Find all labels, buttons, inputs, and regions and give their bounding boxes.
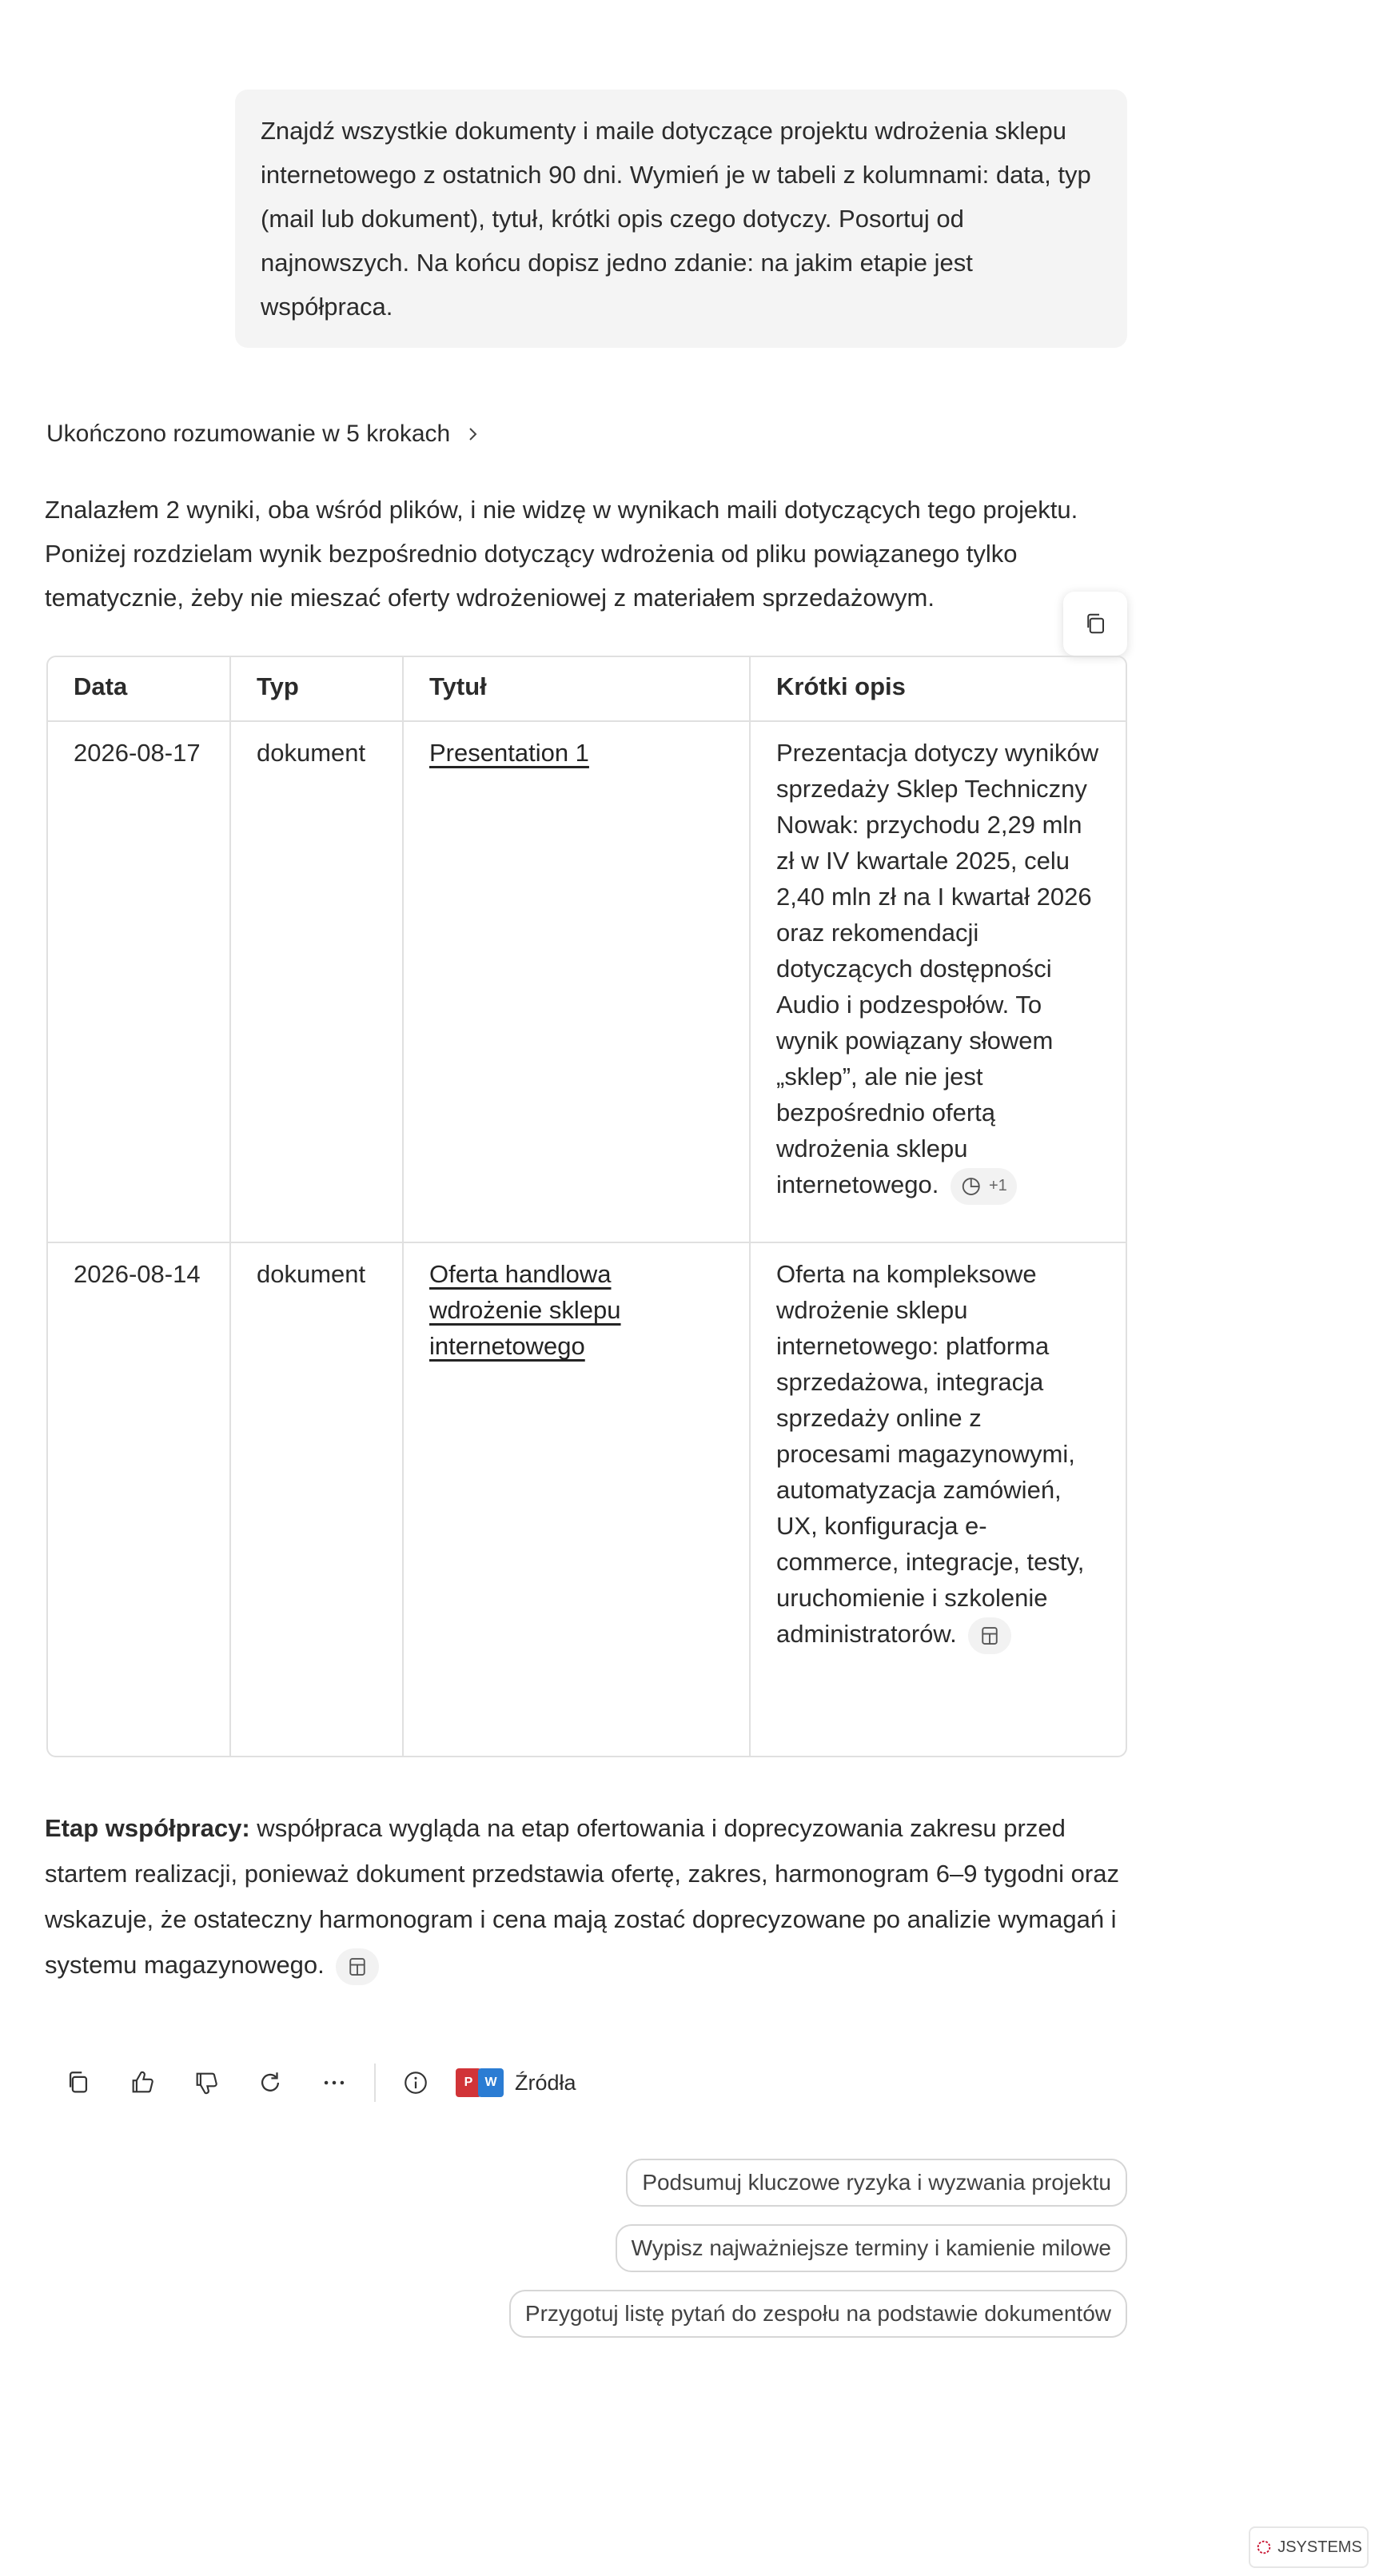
description-text: Oferta na kompleksowe wdrożenie sklepu internetowego: platforma sprzedażowa, integracja sprzedaży online z procesami magazynowymi, automatyzacja zamówień, UX, konfiguracja e-commerce, integracje, testy, uruchomienie i szkolenie administratorów. bbox=[776, 1260, 1085, 1648]
cell-description bbox=[750, 1242, 1127, 1756]
cell-description bbox=[750, 721, 1127, 1242]
description-text: Prezentacja dotyczy wyników sprzedaży Sklep Techniczny Nowak: przychodu 2,29 mln zł w IV kwartale 2025, celu 2,40 mln zł na I kwartał 2026 oraz rekomendacji dotyczących dostępności Audio i podzespołów. To wynik powiązany słowem „sklep”, ale nie jest bezpośrednio ofertą wdrożenia sklepu internetowego. bbox=[776, 739, 1099, 1198]
citation-badge[interactable] bbox=[951, 1168, 1017, 1205]
chevron-right-icon bbox=[464, 426, 480, 442]
ellipsis-icon bbox=[321, 2069, 348, 2096]
reasoning-label: Ukończono rozumowanie w 5 krokach bbox=[46, 421, 451, 447]
table-row bbox=[48, 1242, 1127, 1756]
user-message-text: Znajdź wszystkie dokumenty i maile dotyczące projektu wdrożenia sklepu internetowego z ostatnich 90 dni. Wymień je w tabeli z kolumnami: data, typ (mail lub dokument), tytuł, krótki opis czego dotyczy. Posortuj od najnowszych. Na końcu dopisz jedno zdanie: na jakim etapie jest współpraca. bbox=[261, 117, 1091, 321]
response-intro: Znalazłem 2 wyniki, oba wśród plików, i nie widzę w wynikach maili dotyczących tego projektu. Poniżej rozdzielam wynik bezpośrednio dotyczący wdrożenia od pliku powiązanego tylko tematycznie, żeby nie mieszać oferty wdrożeniowej z materiałem sprzedażowym. bbox=[45, 496, 1078, 612]
brand-name: JSYSTEMS bbox=[1277, 2538, 1362, 2556]
header-description: Krótki opis bbox=[750, 657, 1127, 721]
powerpoint-icon bbox=[960, 1174, 984, 1198]
copy-icon bbox=[65, 2069, 92, 2096]
stage-text: współpraca wygląda na etap ofertowania i doprecyzowania zakresu przed startem realizacji, ponieważ dokument przedstawia ofertę, zakres, harmonogram 6–9 tygodni oraz wskazuje, że ostateczny harmonogram i cena mają zostać doprecyzowane po analizie wymagań i systemu magazynowego. bbox=[45, 1814, 1119, 1979]
sources-button[interactable] bbox=[456, 2068, 576, 2097]
collaboration-stage bbox=[45, 1805, 1140, 1988]
cell-title bbox=[403, 721, 750, 1242]
document-link[interactable]: Presentation 1 bbox=[429, 739, 589, 767]
cell-date: 2026-08-17 bbox=[48, 721, 230, 1242]
citation-extra-count: +1 bbox=[989, 1177, 1007, 1195]
cell-title bbox=[403, 1242, 750, 1756]
thumbs-down-icon bbox=[193, 2069, 220, 2096]
sources-label: Źródła bbox=[515, 2070, 576, 2095]
table-header-row bbox=[48, 657, 1127, 721]
suggestion-chip[interactable]: Przygotuj listę pytań do zespołu na podstawie dokumentów bbox=[509, 2290, 1127, 2338]
document-link[interactable]: Oferta handlowa wdrożenie sklepu internetowego bbox=[429, 1260, 621, 1360]
header-title: Tytuł bbox=[403, 657, 750, 721]
copy-table-button[interactable] bbox=[1063, 592, 1127, 656]
copy-response-button[interactable] bbox=[46, 2060, 110, 2106]
info-icon bbox=[402, 2069, 429, 2096]
suggestion-chip[interactable]: Podsumuj kluczowe ryzyka i wyzwania projektu bbox=[626, 2159, 1127, 2207]
response-toolbar bbox=[46, 2060, 576, 2106]
citation-badge[interactable] bbox=[336, 1948, 379, 1985]
suggestions-list bbox=[509, 2159, 1127, 2338]
thumbs-up-button[interactable] bbox=[110, 2060, 174, 2106]
thumbs-up-icon bbox=[129, 2069, 156, 2096]
document-icon bbox=[345, 1955, 369, 1979]
reasoning-toggle[interactable] bbox=[46, 421, 480, 448]
header-type: Typ bbox=[230, 657, 403, 721]
regenerate-button[interactable] bbox=[238, 2060, 302, 2106]
document-icon bbox=[978, 1624, 1002, 1648]
suggestion-chip[interactable]: Wypisz najważniejsze terminy i kamienie milowe bbox=[616, 2224, 1127, 2272]
more-options-button[interactable] bbox=[302, 2060, 366, 2106]
toolbar-separator bbox=[374, 2064, 376, 2102]
cell-date: 2026-08-14 bbox=[48, 1242, 230, 1756]
pdf-file-icon: P bbox=[456, 2068, 481, 2097]
citation-badge[interactable] bbox=[968, 1617, 1011, 1654]
cell-type: dokument bbox=[230, 1242, 403, 1756]
copy-icon bbox=[1083, 612, 1107, 636]
brand-logo-icon bbox=[1255, 2538, 1273, 2556]
cell-type: dokument bbox=[230, 721, 403, 1242]
user-message-bubble bbox=[235, 90, 1127, 348]
stage-label: Etap współpracy: bbox=[45, 1814, 250, 1842]
refresh-icon bbox=[257, 2069, 284, 2096]
thumbs-down-button[interactable] bbox=[174, 2060, 238, 2106]
source-icons bbox=[456, 2068, 504, 2097]
results-table bbox=[46, 656, 1127, 1757]
header-date: Data bbox=[48, 657, 230, 721]
table-row bbox=[48, 721, 1127, 1242]
word-file-icon: W bbox=[478, 2068, 504, 2097]
brand-badge bbox=[1249, 2526, 1369, 2568]
info-button[interactable] bbox=[384, 2060, 448, 2106]
